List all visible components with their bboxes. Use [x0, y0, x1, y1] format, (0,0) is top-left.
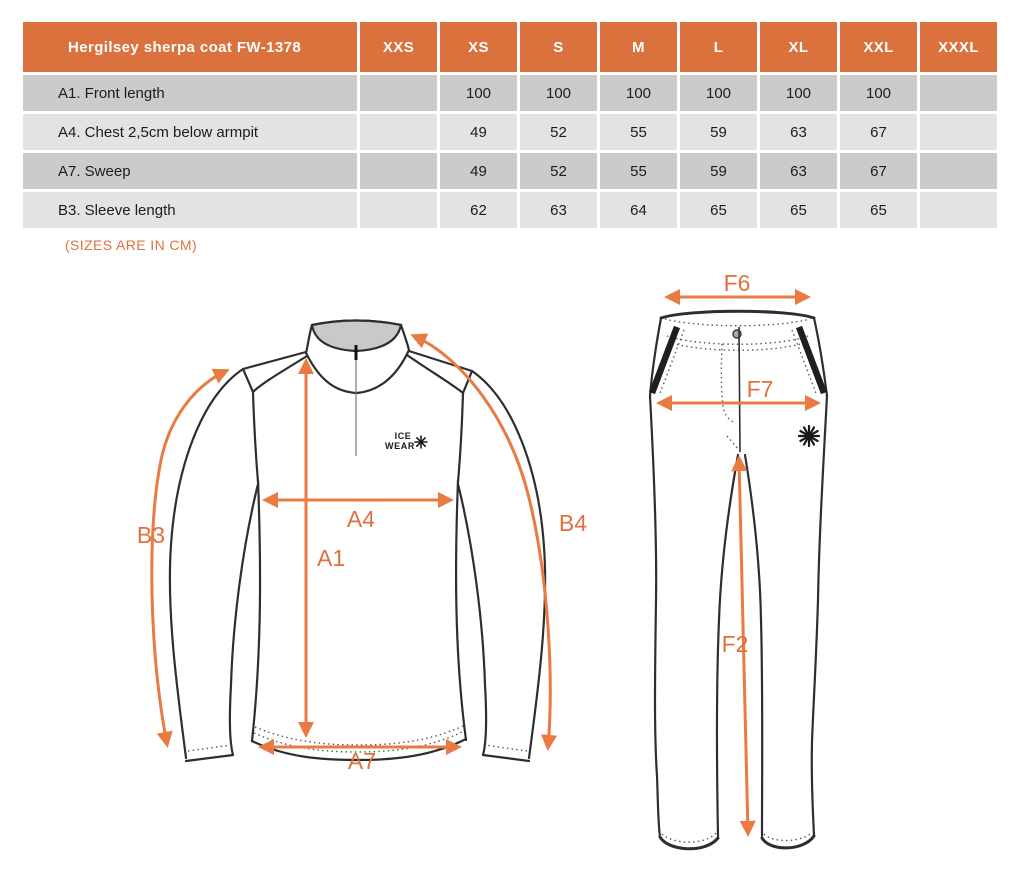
size-cell: 100 — [520, 75, 597, 111]
a1-label: A1 — [317, 545, 346, 571]
size-cell: 49 — [440, 114, 517, 150]
size-cell: 55 — [600, 114, 677, 150]
size-cell: 49 — [440, 153, 517, 189]
coat-diagram — [137, 321, 587, 775]
coat-left-side — [252, 480, 260, 741]
size-cell: 100 — [840, 75, 917, 111]
left-shoulder-seam — [243, 352, 306, 369]
logo-snowflake-icon — [415, 436, 427, 448]
size-cell: 67 — [840, 153, 917, 189]
row-label: A7. Sweep — [23, 153, 357, 189]
a7-label: A7 — [347, 748, 377, 774]
right-leg-outer — [812, 396, 827, 836]
ice-wear-logo-line1: ICE — [394, 431, 412, 441]
b3-label: B3 — [136, 522, 166, 548]
column-header-xxs: XXS — [360, 22, 437, 72]
right-leg-hem — [762, 836, 814, 848]
size-cell: 65 — [680, 192, 757, 228]
b4-arrow — [414, 336, 550, 747]
size-cell: 63 — [760, 114, 837, 150]
center-front-line — [739, 327, 740, 452]
right-hem-stitch — [764, 832, 812, 841]
size-cell: 67 — [840, 114, 917, 150]
left-shoulder-wedge — [243, 369, 253, 392]
size-cell: 55 — [600, 153, 677, 189]
left-raglan-seam — [253, 356, 307, 482]
column-header-xxl: XXL — [840, 22, 917, 72]
size-cell: 65 — [840, 192, 917, 228]
column-header-l: L — [680, 22, 757, 72]
b4-label: B4 — [558, 510, 588, 536]
row-label: B3. Sleeve length — [23, 192, 357, 228]
right-cuff-stitch — [485, 745, 527, 751]
size-cell: 64 — [600, 192, 677, 228]
size-cell: 63 — [760, 153, 837, 189]
left-cuff — [186, 755, 233, 761]
pants-diagram — [650, 270, 827, 849]
waistband-inner-stitch — [665, 319, 810, 326]
fly-stitch-lower — [727, 436, 738, 449]
f7-label: F7 — [746, 376, 774, 402]
column-header-s: S — [520, 22, 597, 72]
column-header-xxxl: XXXL — [920, 22, 997, 72]
column-header-xl: XL — [760, 22, 837, 72]
row-label: A4. Chest 2,5cm below armpit — [23, 114, 357, 150]
waistband-top — [661, 311, 814, 318]
right-raglan-seam — [407, 355, 463, 482]
size-cell: 100 — [760, 75, 837, 111]
left-hem-stitch — [662, 833, 716, 842]
left-leg-hem — [660, 837, 718, 849]
size-cell: 100 — [440, 75, 517, 111]
product-title: Hergilsey sherpa coat FW-1378 — [23, 22, 357, 72]
f6-label: F6 — [723, 270, 751, 296]
column-header-xs: XS — [440, 22, 517, 72]
size-cell: 59 — [680, 114, 757, 150]
b3-arrow — [152, 371, 226, 744]
size-cell: 100 — [680, 75, 757, 111]
a4-label: A4 — [346, 506, 376, 532]
size-cell: 63 — [520, 192, 597, 228]
sizes-in-cm-note: (SIZES ARE IN CM) — [65, 237, 198, 253]
row-label: A1. Front length — [23, 75, 357, 111]
right-cuff — [483, 755, 529, 761]
size-cell: 65 — [760, 192, 837, 228]
coat-right-side — [456, 480, 466, 740]
ice-wear-logo-line2: WEAR — [385, 441, 415, 451]
left-leg-outer — [650, 396, 660, 837]
column-header-m: M — [600, 22, 677, 72]
f2-label: F2 — [721, 631, 749, 657]
right-sleeve-outer — [472, 371, 545, 758]
size-cell: 59 — [680, 153, 757, 189]
hem-stitch-line — [255, 726, 463, 745]
waistband-stitch — [668, 342, 807, 350]
hip-snowflake-icon — [799, 426, 819, 446]
left-sleeve-outer — [170, 369, 243, 758]
size-cell: 100 — [600, 75, 677, 111]
right-shoulder-seam — [409, 351, 472, 371]
size-cell: 52 — [520, 114, 597, 150]
fly-stitch — [721, 344, 736, 423]
size-cell: 52 — [520, 153, 597, 189]
size-cell: 62 — [440, 192, 517, 228]
left-cuff-stitch — [188, 745, 232, 751]
